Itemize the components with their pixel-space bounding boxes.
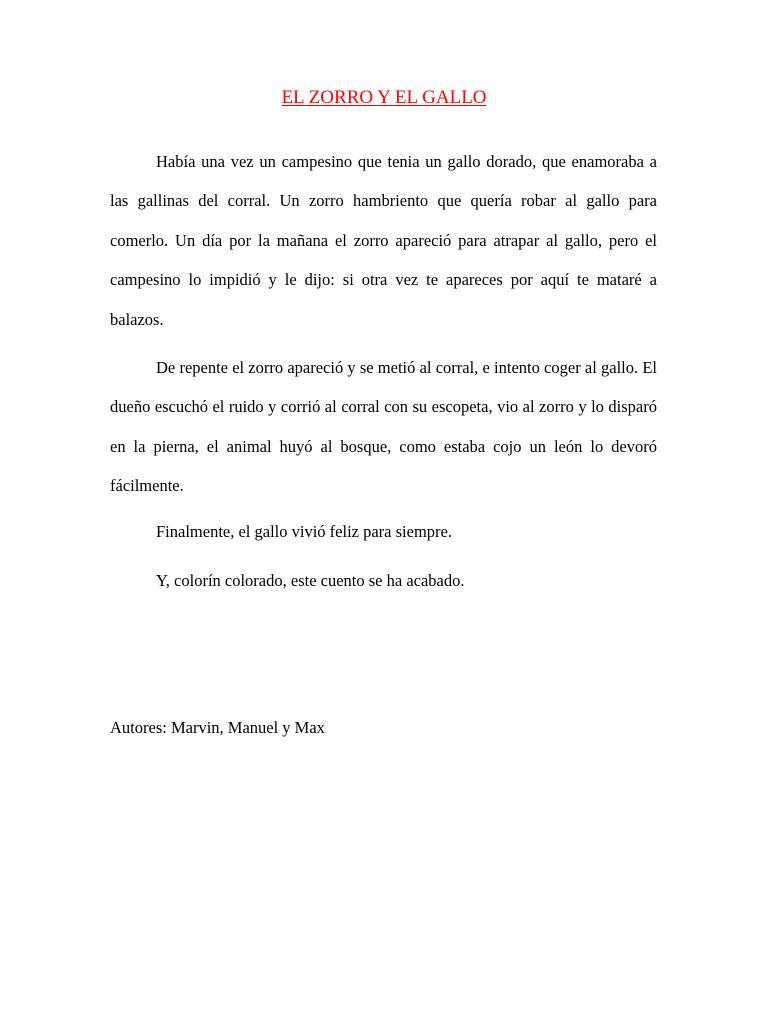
paragraph-2 [110,348,657,506]
paragraph-1 [110,142,657,339]
paragraph-1-text: Había una vez un campesino que tenia un gallo dorado, que enamoraba a las gallinas del corral. Un zorro hambriento que quería robar al gallo para comerlo. Un día por la mañana el zorro apareció para atrapar al gallo, pero el campesino lo impidió y le dijo: si otra vez te apareces por aquí te mataré a balazos. [110,152,657,329]
paragraph-3-text: Finalmente, el gallo vivió feliz para siempre. [156,522,452,541]
authors-line: Autores: Marvin, Manuel y Max [110,718,325,737]
document-title: EL ZORRO Y EL GALLO [281,87,487,108]
paragraph-4-text: Y, colorín colorado, este cuento se ha acabado. [156,571,465,590]
paragraph-2-text: De repente el zorro apareció y se metió al corral, e intento coger al gallo. El dueño escuchó el ruido y corrió al corral con su escopeta, vio al zorro y lo disparó en la pierna, el animal huyó al bosque, como estaba cojo un león lo devoró fácilmente. [110,358,657,496]
